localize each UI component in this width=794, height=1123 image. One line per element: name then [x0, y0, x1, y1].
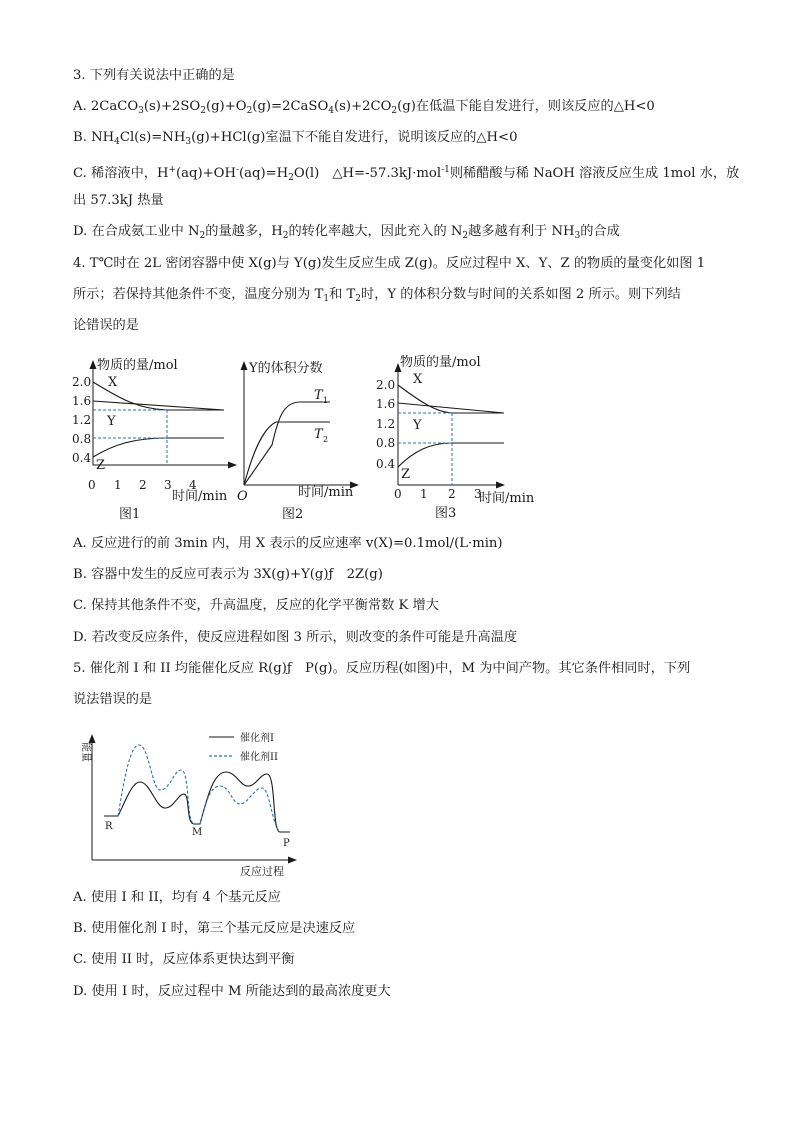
svg-text:Z: Z	[96, 458, 106, 473]
figure-energy-profile	[0, 720, 794, 885]
svg-text:0.4: 0.4	[72, 451, 92, 465]
figure-1	[72, 357, 237, 522]
svg-text:0: 0	[394, 487, 402, 501]
svg-text:1: 1	[323, 396, 329, 405]
q3-option-c-cont: 出 57.3kJ 热量	[73, 193, 164, 208]
svg-text:2.0: 2.0	[72, 375, 92, 389]
q4-stem-line1: 4. T℃时在 2L 密闭容器中使 X(g)与 Y(g)发生反应生成 Z(g)。反应过程中 X、Y、Z 的物质的量变化如图 1	[73, 256, 706, 271]
legend-catalyst-1: 催化剂I	[240, 733, 274, 744]
q3-stem: 3. 下列有关说法中正确的是	[73, 68, 235, 83]
fig1-caption: 图1	[119, 507, 141, 522]
svg-text:0.8: 0.8	[376, 436, 396, 450]
q4-stem-line2: 所示；若保持其他条件不变，温度分别为 $T_1$和 $T_2$时，Y 的体积分数与时间的关系如图 2 所示。则下列结	[73, 287, 681, 304]
svg-text:4: 4	[189, 478, 197, 492]
q5-stem-line1: 5. 催化剂 I 和 II 均能催化反应 R(g)ƒ P(g)。反应历程(如图)中，M 为中间产物。其它条件相同时，下列	[73, 661, 691, 676]
svg-text:0.8: 0.8	[72, 432, 92, 446]
svg-text:1: 1	[114, 478, 122, 492]
svg-text:2: 2	[323, 435, 329, 444]
q4-option-b: B. 容器中发生的反应可表示为 3X(g)+Y(g)ƒ 2Z(g)	[73, 567, 383, 582]
svg-text:P: P	[283, 838, 290, 849]
q4-option-d: D. 若改变反应条件，使反应进程如图 3 所示，则改变的条件可能是升高温度	[73, 630, 518, 645]
svg-text:1.2: 1.2	[376, 417, 396, 431]
q4-option-c: C. 保持其他条件不变，升高温度，反应的化学平衡常数 K 增大	[73, 598, 439, 613]
q5-option-b: B. 使用催化剂 I 时，第三个基元反应是决速反应	[73, 921, 356, 936]
q4-stem-line3: 论错误的是	[73, 318, 139, 333]
q5-option-a: A. 使用 I 和 II，均有 4 个基元反应	[73, 890, 281, 905]
fig2-caption: 图2	[282, 507, 304, 522]
fig3-caption: 图3	[435, 506, 457, 521]
svg-text:T: T	[314, 388, 323, 403]
fig3-ylabel: 物质的量/mol	[400, 355, 481, 370]
svg-text:M: M	[192, 827, 203, 838]
fig2-xlabel: 时间/min	[298, 485, 354, 500]
q4-figures	[0, 345, 794, 525]
svg-text:0: 0	[88, 478, 96, 492]
svg-text:X: X	[413, 372, 423, 387]
svg-text:2: 2	[448, 487, 456, 501]
svg-text:2: 2	[139, 478, 147, 492]
q3-option-d: D. 在合成氨工业中 $N_2$的量越多，$H_2$的转化率越大，因此充入的 $N_2$越多越有利于 $NH_3$的合成	[73, 224, 620, 241]
svg-text:Y: Y	[413, 418, 422, 433]
q3-option-c: C. 稀溶液中，$H^+(aq)+OH^-(aq)=H_2O(l)$ △H=-57.3kJ·mol$^{-1}$则稀醋酸与稀 NaOH 溶液反应生成 1mol 水，放	[73, 165, 740, 183]
figure-3	[376, 354, 535, 521]
q3-option-a: A. $2CaCO_3(s)+2SO_2(g)+O_2(g)=2CaSO_4(s)+2CO_2(g)$在低温下能自发进行，则该反应的△H<0	[73, 99, 655, 116]
q5-stem-line2: 说法错误的是	[73, 692, 153, 707]
svg-text:O: O	[237, 489, 248, 504]
svg-text:1: 1	[420, 487, 428, 501]
svg-text:0.4: 0.4	[376, 457, 396, 471]
svg-text:X: X	[108, 375, 118, 390]
fig3-xlabel: 时间/min	[479, 491, 535, 506]
fig1-xlabel: 时间/min	[172, 489, 228, 504]
fig2-ylabel: Y的体积分数	[249, 361, 323, 376]
svg-text:T: T	[314, 427, 323, 442]
svg-text:1.6: 1.6	[376, 397, 396, 411]
svg-text:3: 3	[474, 487, 482, 501]
svg-text:1.2: 1.2	[72, 413, 92, 427]
fig5-xlabel: 反应过程	[240, 865, 284, 878]
fig1-ylabel: 物质的量/mol	[97, 358, 178, 373]
q3-option-b: B. $NH_4Cl(s)=NH_3(g)+HCl(g)$室温下不能自发进行，说明该反应的△H<0	[73, 130, 518, 147]
svg-text:1.6: 1.6	[72, 394, 92, 408]
svg-text:R: R	[105, 821, 113, 832]
svg-text:2.0: 2.0	[376, 378, 396, 392]
fig5-ylabel: 能量	[80, 742, 91, 762]
svg-text:Z: Z	[401, 467, 411, 482]
q4-option-a: A. 反应进行的前 3min 内，用 X 表示的反应速率 v(X)=0.1mol/(L·min)	[73, 536, 503, 551]
svg-text:3: 3	[164, 478, 172, 492]
q5-option-d: D. 使用 I 时，反应过程中 M 所能达到的最高浓度更大	[73, 984, 391, 999]
legend-catalyst-2: 催化剂II	[240, 752, 278, 763]
q5-option-c: C. 使用 II 时，反应体系更快达到平衡	[73, 952, 295, 967]
figure-2	[237, 360, 359, 522]
svg-text:Y: Y	[107, 414, 116, 429]
